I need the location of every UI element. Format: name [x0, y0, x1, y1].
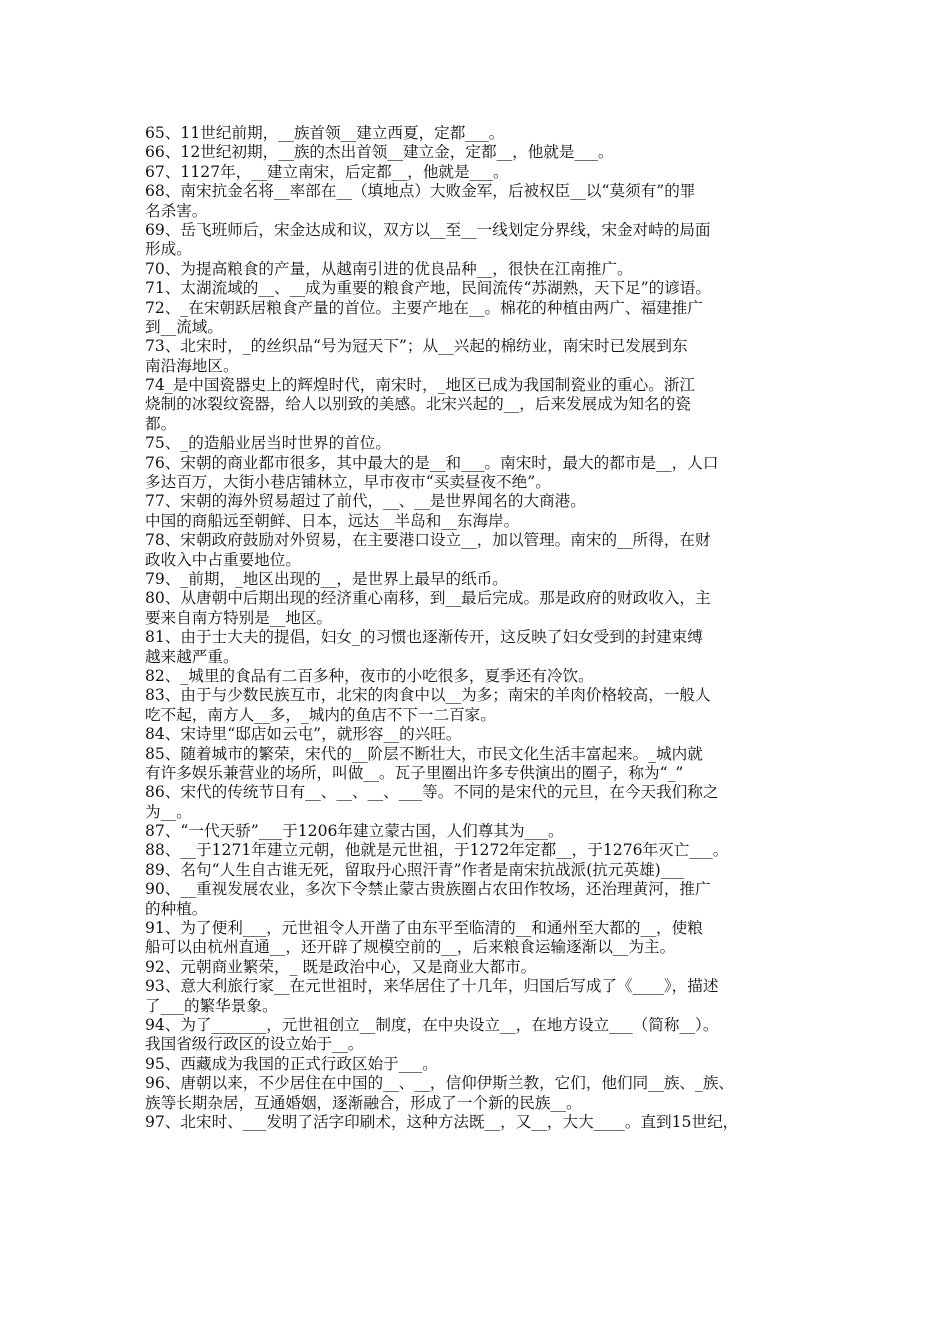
text-line: 70、为提高粮食的产量，从越南引进的优良品种__，很快在江南推广。 [145, 259, 633, 278]
text-line: 90、__重视发展农业，多次下令禁止蒙古贵族圈占农田作牧场，还治理黄河，推广 [145, 880, 711, 899]
text-line: 68、南宋抗金名将__率部在__（填地点）大败金军，后被权臣__以“莫须有”的罪 [145, 182, 696, 201]
text-line: 我国省级行政区的设立始于__。 [145, 1035, 364, 1054]
text-line: 83、由于与少数民族互市，北宋的肉食中以__为多；南宋的羊肉价格较高，一般人 [145, 686, 711, 705]
text-line: 84、宋诗里“邸店如云屯”，就形容__的兴旺。 [145, 725, 462, 744]
text-line: 97、北宋时、___发明了活字印刷术，这种方法既__，又__，大大____。直到15世纪， [145, 1112, 739, 1131]
text-line: 85、随着城市的繁荣，宋代的__阶层不断壮大，市民文化生活丰富起来。_城内就 [145, 744, 703, 763]
text-line: 92、元朝商业繁荣，_ 既是政治中心，又是商业大都市。 [145, 957, 537, 976]
text-line: 94、为了_______，元世祖创立__制度，在中央设立__，在地方设立___（简称__）。 [145, 1015, 719, 1034]
text-line: 的种植。 [145, 899, 208, 918]
text-line: 80、从唐朝中后期出现的经济重心南移，到__最后完成。那是政府的财政收入，主 [145, 589, 711, 608]
text-line: 96、唐朝以来，不少居住在中国的__、__，信仰伊斯兰教，它们，他们同__族、_族、 [145, 1074, 735, 1093]
text-line: 72、_在宋朝跃居粮食产量的首位。主要产地在__。棉花的种植由两广、福建推广 [145, 298, 703, 317]
text-line: 89、名句“人生自古谁无死，留取丹心照汗青”作者是南宋抗战派(抗元英雄)___ [145, 860, 685, 879]
text-line: 76、宋朝的商业都市很多，其中最大的是__和___。南宋时，最大的都市是__，人口 [145, 453, 719, 472]
text-line: 了___的繁华景象。 [145, 996, 278, 1015]
text-line: 名杀害。 [145, 201, 208, 220]
text-line: 73、北宋时，_的丝织品“号为冠天下”；从__兴起的棉纺业，南宋时已发展到东 [145, 337, 688, 356]
text-line: 有许多娱乐兼营业的场所，叫做__。瓦子里圈出许多专供演出的圈子，称为“_” [145, 763, 684, 782]
text-line: 87、“一代天骄”___于1206年建立蒙古国，人们尊其为___。 [145, 822, 564, 841]
text-line: 95、西藏成为我国的正式行政区始于___。 [145, 1054, 438, 1073]
text-line: 78、宋朝政府鼓励对外贸易，在主要港口设立__，加以管理。南宋的__所得，在财 [145, 531, 711, 550]
text-line: 南沿海地区。 [145, 356, 239, 375]
text-line: 船可以由杭州直通__，还开辟了规模空前的__，后来粮食运输逐渐以__为主。 [145, 938, 676, 957]
text-line: 69、岳飞班师后，宋金达成和议，双方以__至__一线划定分界线，宋金对峙的局面 [145, 220, 711, 239]
text-line: 为__。 [145, 802, 192, 821]
text-line: 71、太湖流域的__、__成为重要的粮食产地，民间流传“苏湖熟，天下足”的谚语。 [145, 279, 711, 298]
text-line: 都。 [145, 414, 177, 433]
text-line: 政收入中占重要地位。 [145, 550, 301, 569]
question-list [145, 124, 817, 1152]
text-line: 形成。 [145, 240, 192, 259]
text-line: 66、12世纪初期，__族的杰出首领__建立金，定都__，他就是___。 [145, 143, 614, 162]
text-line [145, 1132, 817, 1151]
text-line: 86、宋代的传统节日有__、__、__、___等。不同的是宋代的元旦，在今天我们称之 [145, 783, 719, 802]
text-line: 65、11世纪前期，__族首领__建立西夏，定都___。 [145, 124, 505, 142]
text-line: 越来越严重。 [145, 647, 239, 666]
text-line: 75、_的造船业居当时世界的首位。 [145, 434, 391, 453]
text-line: 79、_前期，_地区出现的__，是世界上最早的纸币。 [145, 569, 508, 588]
text-line: 91、为了便利___，元世祖令人开凿了由东平至临清的__和通州至大都的__，使粮 [145, 919, 703, 938]
text-line: 中国的商船远至朝鲜、日本，远达__半岛和__东海岸。 [145, 511, 520, 530]
text-line: 88、__于1271年建立元朝，他就是元世祖，于1272年定都__，于1276年灭亡___。 [145, 841, 729, 860]
text-line: 81、由于士大夫的提倡，妇女_的习惯也逐渐传开，这反映了妇女受到的封建束缚 [145, 628, 703, 647]
text-line: 族等长期杂居，互通婚姻，逐渐融合，形成了一个新的民族__。 [145, 1093, 582, 1112]
text-line: 77、宋朝的海外贸易超过了前代，__、__是世界闻名的大商港。 [145, 492, 586, 511]
text-line: 多达百万，大街小巷店铺林立，早市夜市“买卖昼夜不绝”。 [145, 473, 551, 492]
text-line: 烧制的冰裂纹瓷器，给人以别致的美感。北宋兴起的__，后来发展成为知名的瓷 [145, 395, 691, 414]
text-line: 82、_城里的食品有二百多种，夜市的小吃很多，夏季还有冷饮。 [145, 666, 594, 685]
text-line: 93、意大利旅行家__在元世祖时，来华居住了十几年，归国后写成了《____》，描述 [145, 977, 719, 996]
text-line: 到__流域。 [145, 317, 223, 336]
text-line: 要来自南方特别是__地区。 [145, 608, 333, 627]
text-line: 67、1127年，__建立南宋，后定都__，他就是___。 [145, 162, 509, 181]
text-line: 74_是中国瓷器史上的辉煌时代，南宋时，_地区已成为我国制瓷业的重心。浙江 [145, 376, 696, 395]
text-line: 吃不起，南方人__多，_城内的鱼店不下一二百家。 [145, 705, 496, 724]
